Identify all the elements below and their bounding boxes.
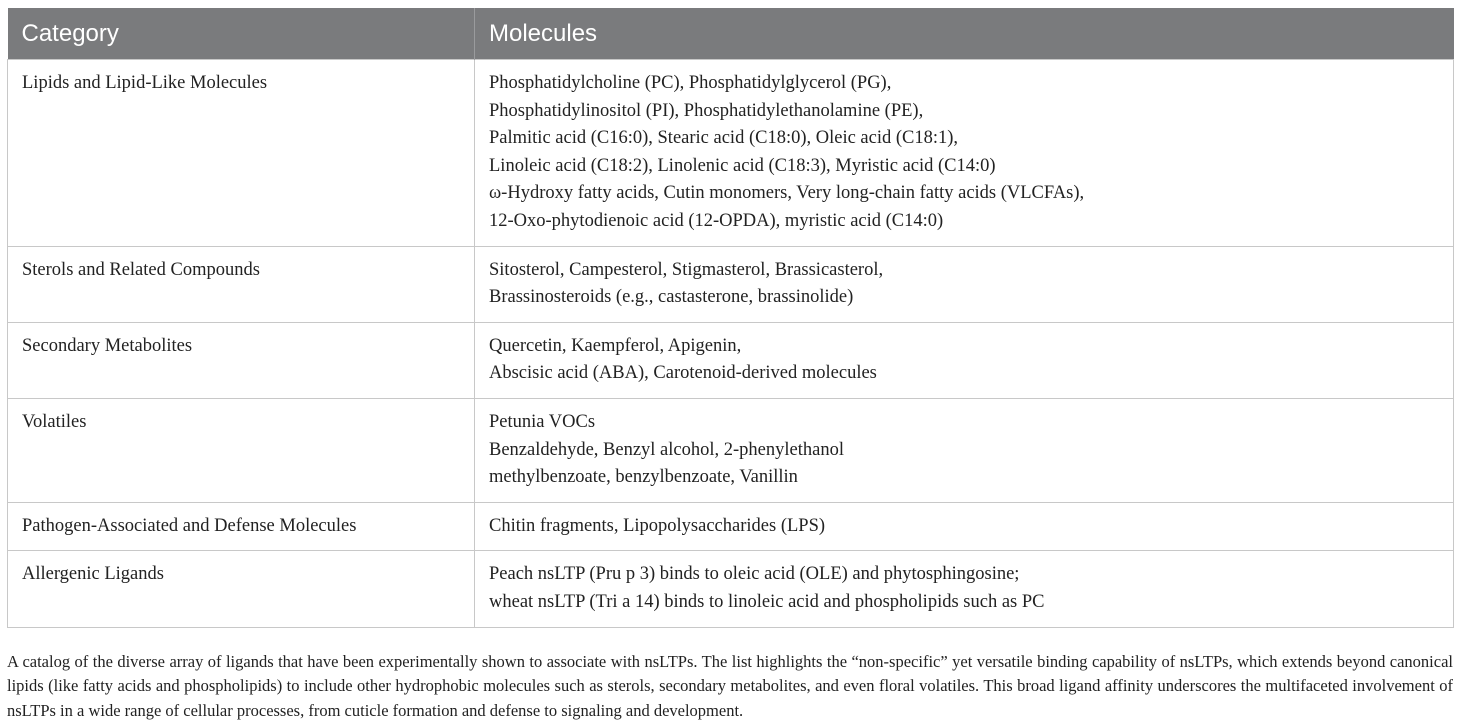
ligand-table <box>7 8 1454 628</box>
table-row <box>8 246 1454 322</box>
header-category: Category <box>8 8 475 60</box>
header-row <box>8 8 1454 60</box>
table-row <box>8 551 1454 627</box>
molecules-cell <box>475 398 1454 502</box>
molecule-line: Quercetin, Kaempferol, Apigenin, <box>489 333 1439 361</box>
molecules-cell <box>475 551 1454 627</box>
table-row <box>8 322 1454 398</box>
molecule-line: Abscisic acid (ABA), Carotenoid-derived molecules <box>489 360 1439 388</box>
molecule-line: Brassinosteroids (e.g., castasterone, brassinolide) <box>489 284 1439 312</box>
table-body <box>8 60 1454 628</box>
table-row <box>8 398 1454 502</box>
molecules-cell <box>475 246 1454 322</box>
category-cell: Secondary Metabolites <box>8 322 475 398</box>
molecule-line: ω-Hydroxy fatty acids, Cutin monomers, Very long-chain fatty acids (VLCFAs), <box>489 180 1439 208</box>
molecule-line: Benzaldehyde, Benzyl alcohol, 2-phenylethanol <box>489 437 1439 465</box>
category-cell: Allergenic Ligands <box>8 551 475 627</box>
table-row <box>8 502 1454 551</box>
molecule-line: methylbenzoate, benzylbenzoate, Vanillin <box>489 464 1439 492</box>
molecule-line: Palmitic acid (C16:0), Stearic acid (C18:0), Oleic acid (C18:1), <box>489 125 1439 153</box>
molecules-cell <box>475 60 1454 247</box>
category-cell: Lipids and Lipid-Like Molecules <box>8 60 475 247</box>
molecule-line: Phosphatidylcholine (PC), Phosphatidylglycerol (PG), <box>489 70 1439 98</box>
molecule-line: Peach nsLTP (Pru p 3) binds to oleic acid (OLE) and phytosphingosine; <box>489 561 1439 589</box>
molecule-line: Petunia VOCs <box>489 409 1439 437</box>
category-cell: Volatiles <box>8 398 475 502</box>
table-header <box>8 8 1454 60</box>
table-row <box>8 60 1454 247</box>
header-molecules: Molecules <box>475 8 1454 60</box>
molecules-cell <box>475 502 1454 551</box>
ligand-table-container <box>7 8 1453 628</box>
molecule-line: Linoleic acid (C18:2), Linolenic acid (C18:3), Myristic acid (C14:0) <box>489 153 1439 181</box>
molecule-line: 12-Oxo-phytodienoic acid (12-OPDA), myristic acid (C14:0) <box>489 208 1439 236</box>
molecule-line: Sitosterol, Campesterol, Stigmasterol, Brassicasterol, <box>489 257 1439 285</box>
molecule-line: Chitin fragments, Lipopolysaccharides (LPS) <box>489 513 1439 541</box>
molecule-line: Phosphatidylinositol (PI), Phosphatidylethanolamine (PE), <box>489 98 1439 126</box>
molecules-cell <box>475 322 1454 398</box>
table-caption: A catalog of the diverse array of ligands that have been experimentally shown to associate with nsLTPs. The list highlights the “non-specific” yet versatile binding capability of nsLTPs, which extends beyond canonical lipids (like fatty acids and phospholipids) to include other hydrophobic molecules such as sterols, secondary metabolites, and even floral volatiles. This broad ligand affinity underscores the multifaceted involvement of nsLTPs in a wide range of cellular processes, from cuticle formation and defense to signaling and development. <box>7 650 1453 723</box>
category-cell: Pathogen-Associated and Defense Molecules <box>8 502 475 551</box>
molecule-line: wheat nsLTP (Tri a 14) binds to linoleic acid and phospholipids such as PC <box>489 589 1439 617</box>
category-cell: Sterols and Related Compounds <box>8 246 475 322</box>
